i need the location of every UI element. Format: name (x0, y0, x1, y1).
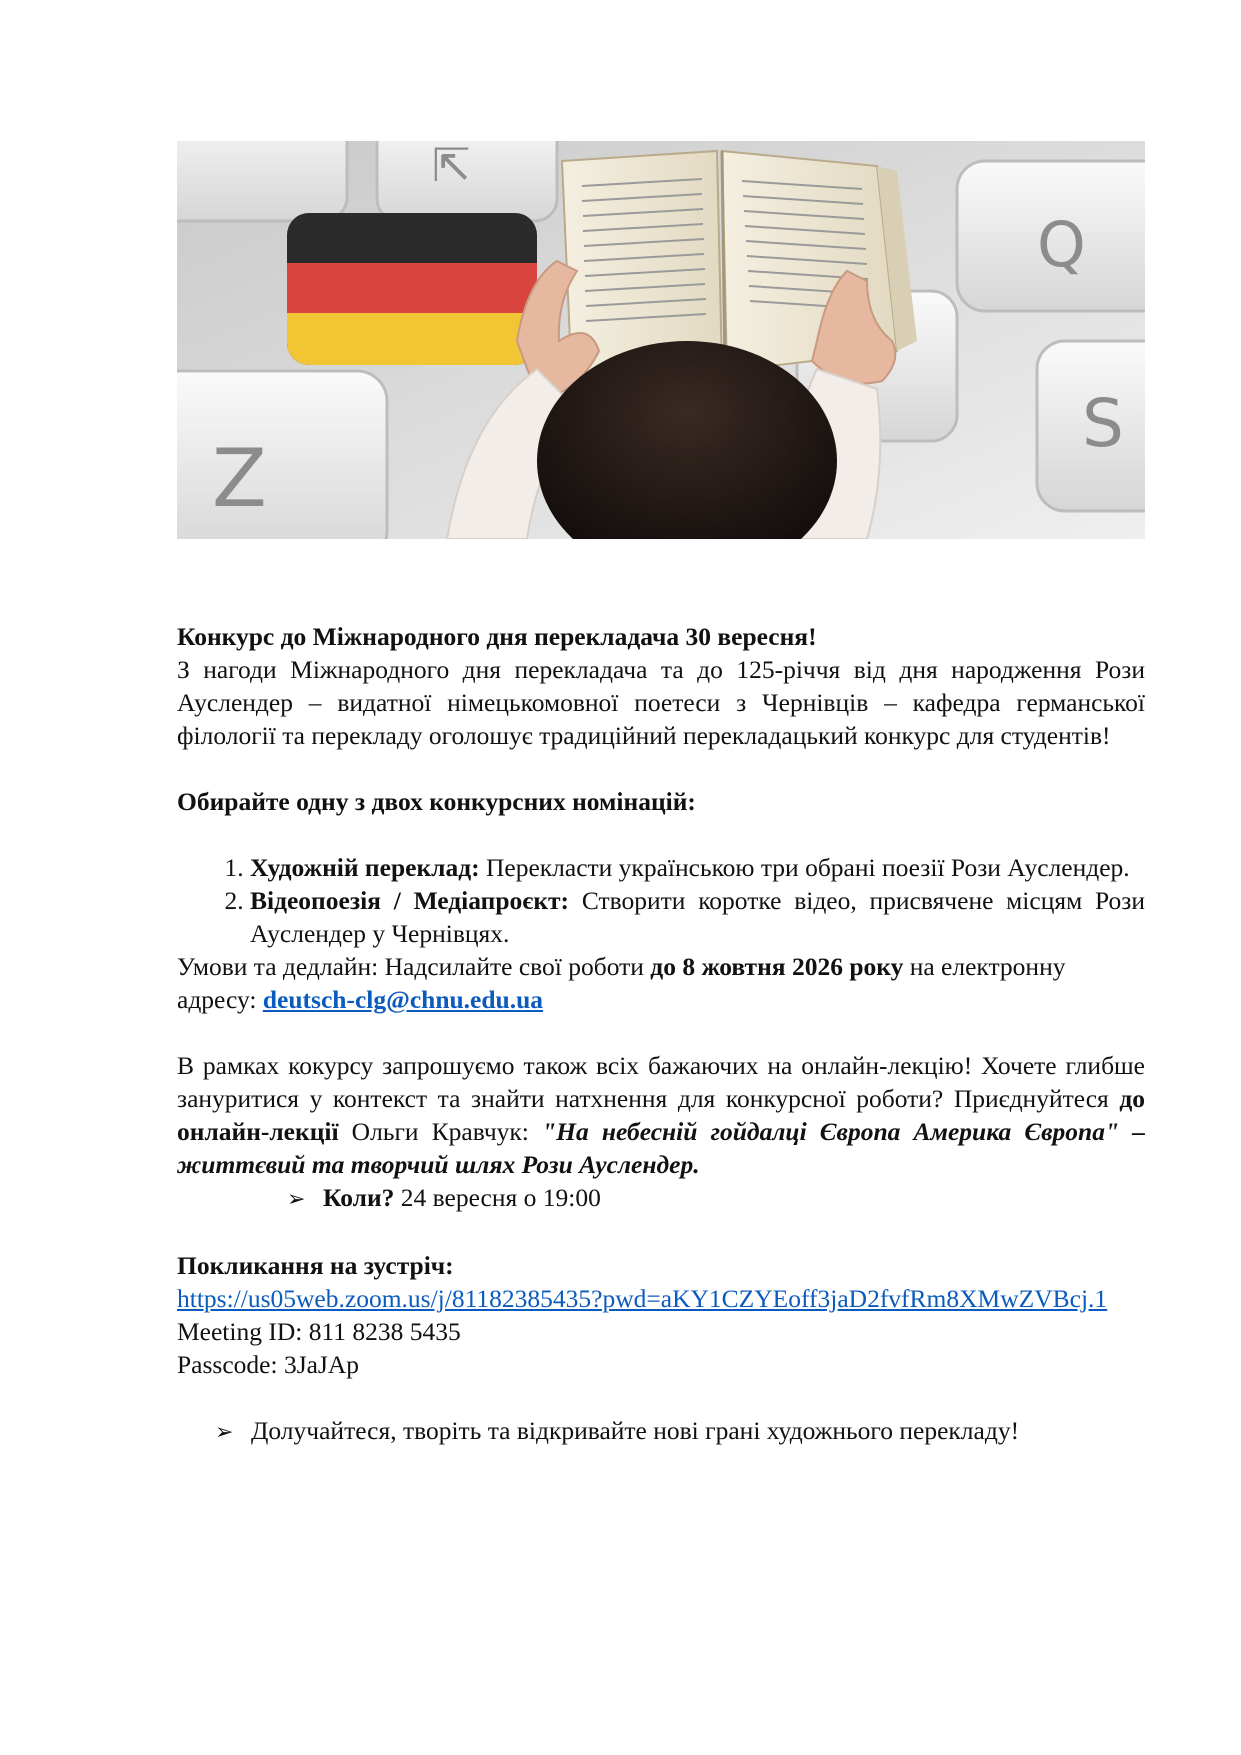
page-title: Конкурс до Міжнародного дня перекладача 30 вересня! (177, 622, 817, 651)
email-link[interactable]: deutsch-clg@chnu.edu.ua (262, 985, 544, 1014)
nomination-item: 1. Художній переклад: Перекласти українською три обрані поезії Рози Ауслендер. (250, 851, 1145, 884)
meeting-passcode: Passcode: 3JaJAp (177, 1350, 360, 1379)
key-glyph-s: S (1082, 385, 1124, 462)
german-flag-key (287, 213, 537, 365)
nomination-item: 2. Відеопоезія / Медіапроєкт: Створити коротке відео, присвячене місцям Рози Ауслендер у Чернівцях. (250, 884, 1145, 950)
meeting-heading: Покликання на зустріч: (177, 1251, 454, 1280)
announcement-body (177, 620, 1145, 1449)
hero-image (177, 141, 1145, 539)
nominations-heading: Обирайте одну з двох конкурсних номінацій: (177, 787, 696, 816)
key-glyph-shift: ⇱ (432, 141, 471, 192)
keyboard-reading-illustration (177, 141, 1145, 539)
intro-paragraph: З нагоди Міжнародного дня перекладача та до 125-річчя від дня народження Рози Ауслендер – видатної німецькомовної поетеси з Чернівців – кафедра германської філології та перекладу оголошує традиційний перекладацький конкурс для студентів! (177, 655, 1145, 750)
closing-line: ➢ Долучайтеся, творіть та відкривайте нові грані художнього перекладу! (177, 1414, 1145, 1449)
key-glyph-z: Z (212, 432, 267, 525)
key-glyph-q: Q (1037, 208, 1086, 281)
lecture-paragraph: В рамках кокурсу запрошуємо також всіх бажаючих на онлайн-лекцію! Хочете глибше зануритися у контекст та знайти натхнення для конкурсної роботи? Приєднуйтеся до онлайн-лекції Ольги Кравчук: "На небесній гойдалці Європа Америка Європа" – життєвий та творчий шлях Рози Ауслендер. (177, 1051, 1145, 1179)
arrowhead-bullet-icon: ➢ (287, 1187, 306, 1212)
lecture-time: ➢ Коли? 24 вересня о 19:00 (177, 1181, 1145, 1216)
deadline-paragraph: Умови та дедлайн: Надсилайте свої роботи до 8 жовтня 2026 року на електронну адресу: deutsch-clg@chnu.edu.ua (177, 952, 1066, 1014)
arrowhead-bullet-icon: ➢ (215, 1420, 234, 1445)
zoom-link[interactable]: https://us05web.zoom.us/j/81182385435?pwd=aKY1CZYEoff3jaD2fvfRm8XMwZVBcj.1 (177, 1284, 1108, 1313)
meeting-id: Meeting ID: 811 8238 5435 (177, 1317, 461, 1346)
nominations-list (177, 851, 1145, 950)
meeting-link-line (177, 1282, 1145, 1315)
